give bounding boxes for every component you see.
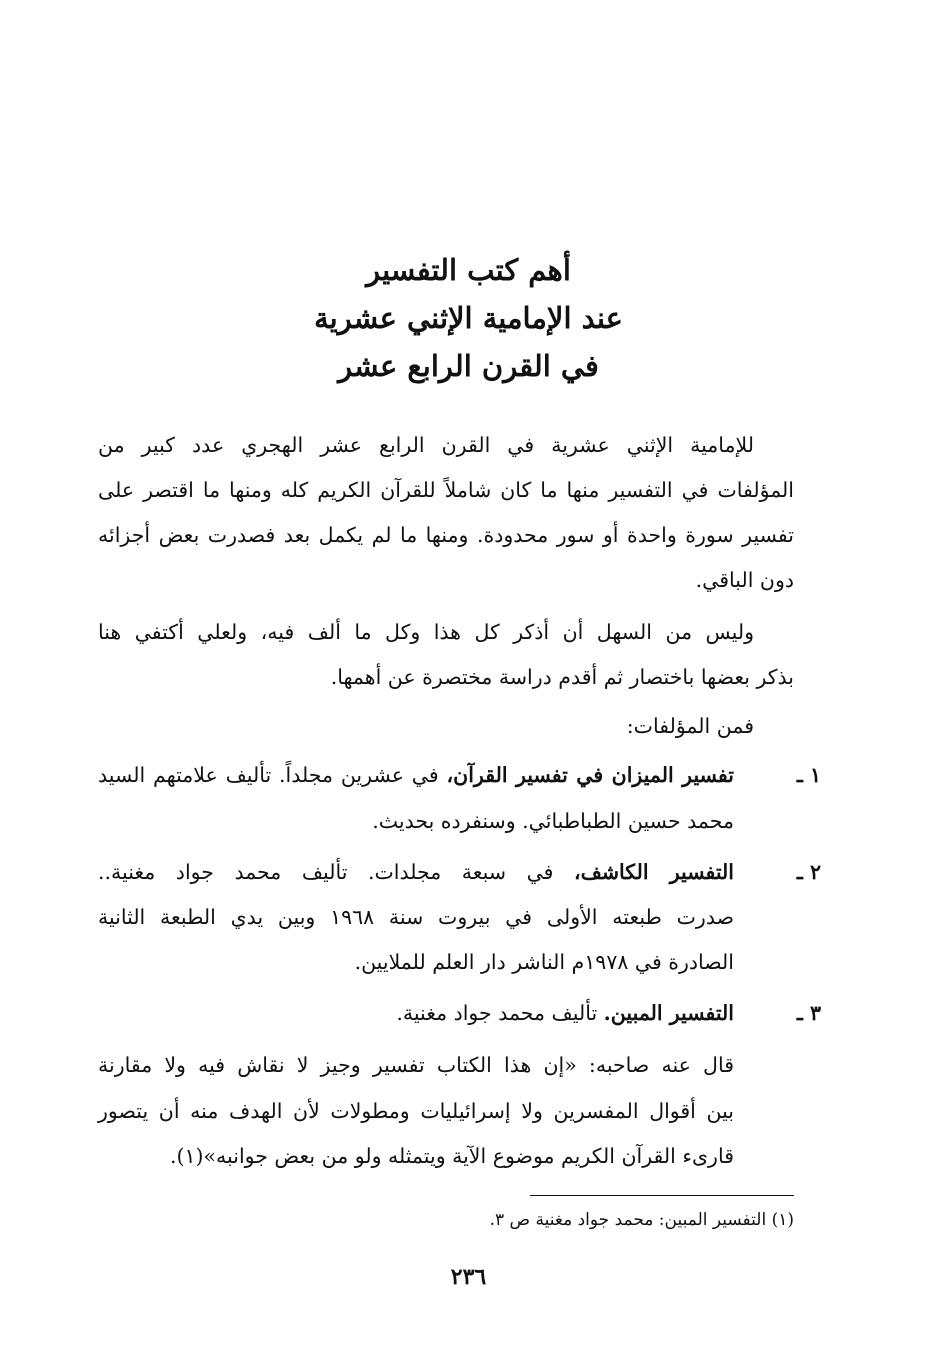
item-2-line-1	[98, 857, 734, 887]
item-3-number: ٣ ـ	[796, 1001, 821, 1025]
item-2-number: ٢ ـ	[796, 860, 821, 884]
item-1-details: في عشرين مجلداً. تأليف علامتهم السيد	[98, 763, 447, 787]
quote-line-1: قال عنه صاحبه: «إن هذا الكتاب تفسير وجيز لا نقاش فيه ولا مقارنة	[98, 1053, 734, 1077]
item-1-line-1	[98, 760, 734, 790]
page-number: ٢٣٦	[450, 1264, 487, 1290]
intro-paragraph-2-line-1: وليس من السهل أن أذكر كل هذا وكل ما ألف فيه، ولعلي أكتفي هنا	[98, 620, 754, 644]
item-3-details: تأليف محمد جواد مغنية.	[396, 1001, 604, 1025]
item-1-book-title: تفسير الميزان في تفسير القرآن،	[446, 763, 734, 787]
item-2-line-2: صدرت طبعته الأولى في بيروت سنة ١٩٦٨ وبين يدي الطبعة الثانية	[98, 905, 734, 929]
intro-paragraph-1-line-4: دون الباقي.	[695, 568, 794, 592]
intro-paragraph-3: فمن المؤلفات:	[626, 714, 754, 738]
item-1-number: ١ ـ	[796, 763, 821, 787]
intro-paragraph-1-line-3: تفسير سورة واحدة أو سور محدودة. ومنها ما لم يكمل بعد فصدرت بعض أجزائه	[98, 523, 794, 547]
chapter-title-line-2: عند الإمامية الإثني عشرية	[314, 301, 623, 335]
intro-paragraph-2-line-2: بذكر بعضها باختصار ثم أقدم دراسة مختصرة عن أهمها.	[330, 665, 794, 689]
quote-line-3: قارىء القرآن الكريم موضوع الآية ويتمثله ولو من بعض جوانبه»(١).	[169, 1144, 734, 1168]
item-3-line-1	[98, 998, 734, 1028]
chapter-title-line-3: في القرن الرابع عشر	[338, 349, 599, 383]
item-2-line-3: الصادرة في ١٩٧٨م الناشر دار العلم للملايين.	[354, 950, 734, 974]
footnote-separator	[530, 1195, 794, 1196]
chapter-title-line-1: أهم كتب التفسير	[366, 253, 571, 287]
footnote: (١) التفسير المبين: محمد جواد مغنية ص ٣.	[489, 1210, 794, 1230]
item-2-book-title: التفسير الكاشف،	[574, 860, 734, 884]
item-3-book-title: التفسير المبين.	[603, 1001, 734, 1025]
intro-paragraph-1-line-2: المؤلفات في التفسير منها ما كان شاملاً للقرآن الكريم كله ومنها ما اقتصر على	[98, 478, 794, 502]
intro-paragraph-1-line-1: للإمامية الإثني عشرية في القرن الرابع عشر الهجري عدد كبير من	[98, 433, 754, 457]
quote-line-2: بين أقوال المفسرين ولا إسرائيليات ومطولات لأن الهدف منه أن يتصور	[98, 1099, 734, 1123]
item-1-line-2: محمد حسين الطباطبائي. وسنفرده بحديث.	[372, 809, 734, 833]
item-2-details: في سبعة مجلدات. تأليف محمد جواد مغنية..	[98, 860, 575, 884]
